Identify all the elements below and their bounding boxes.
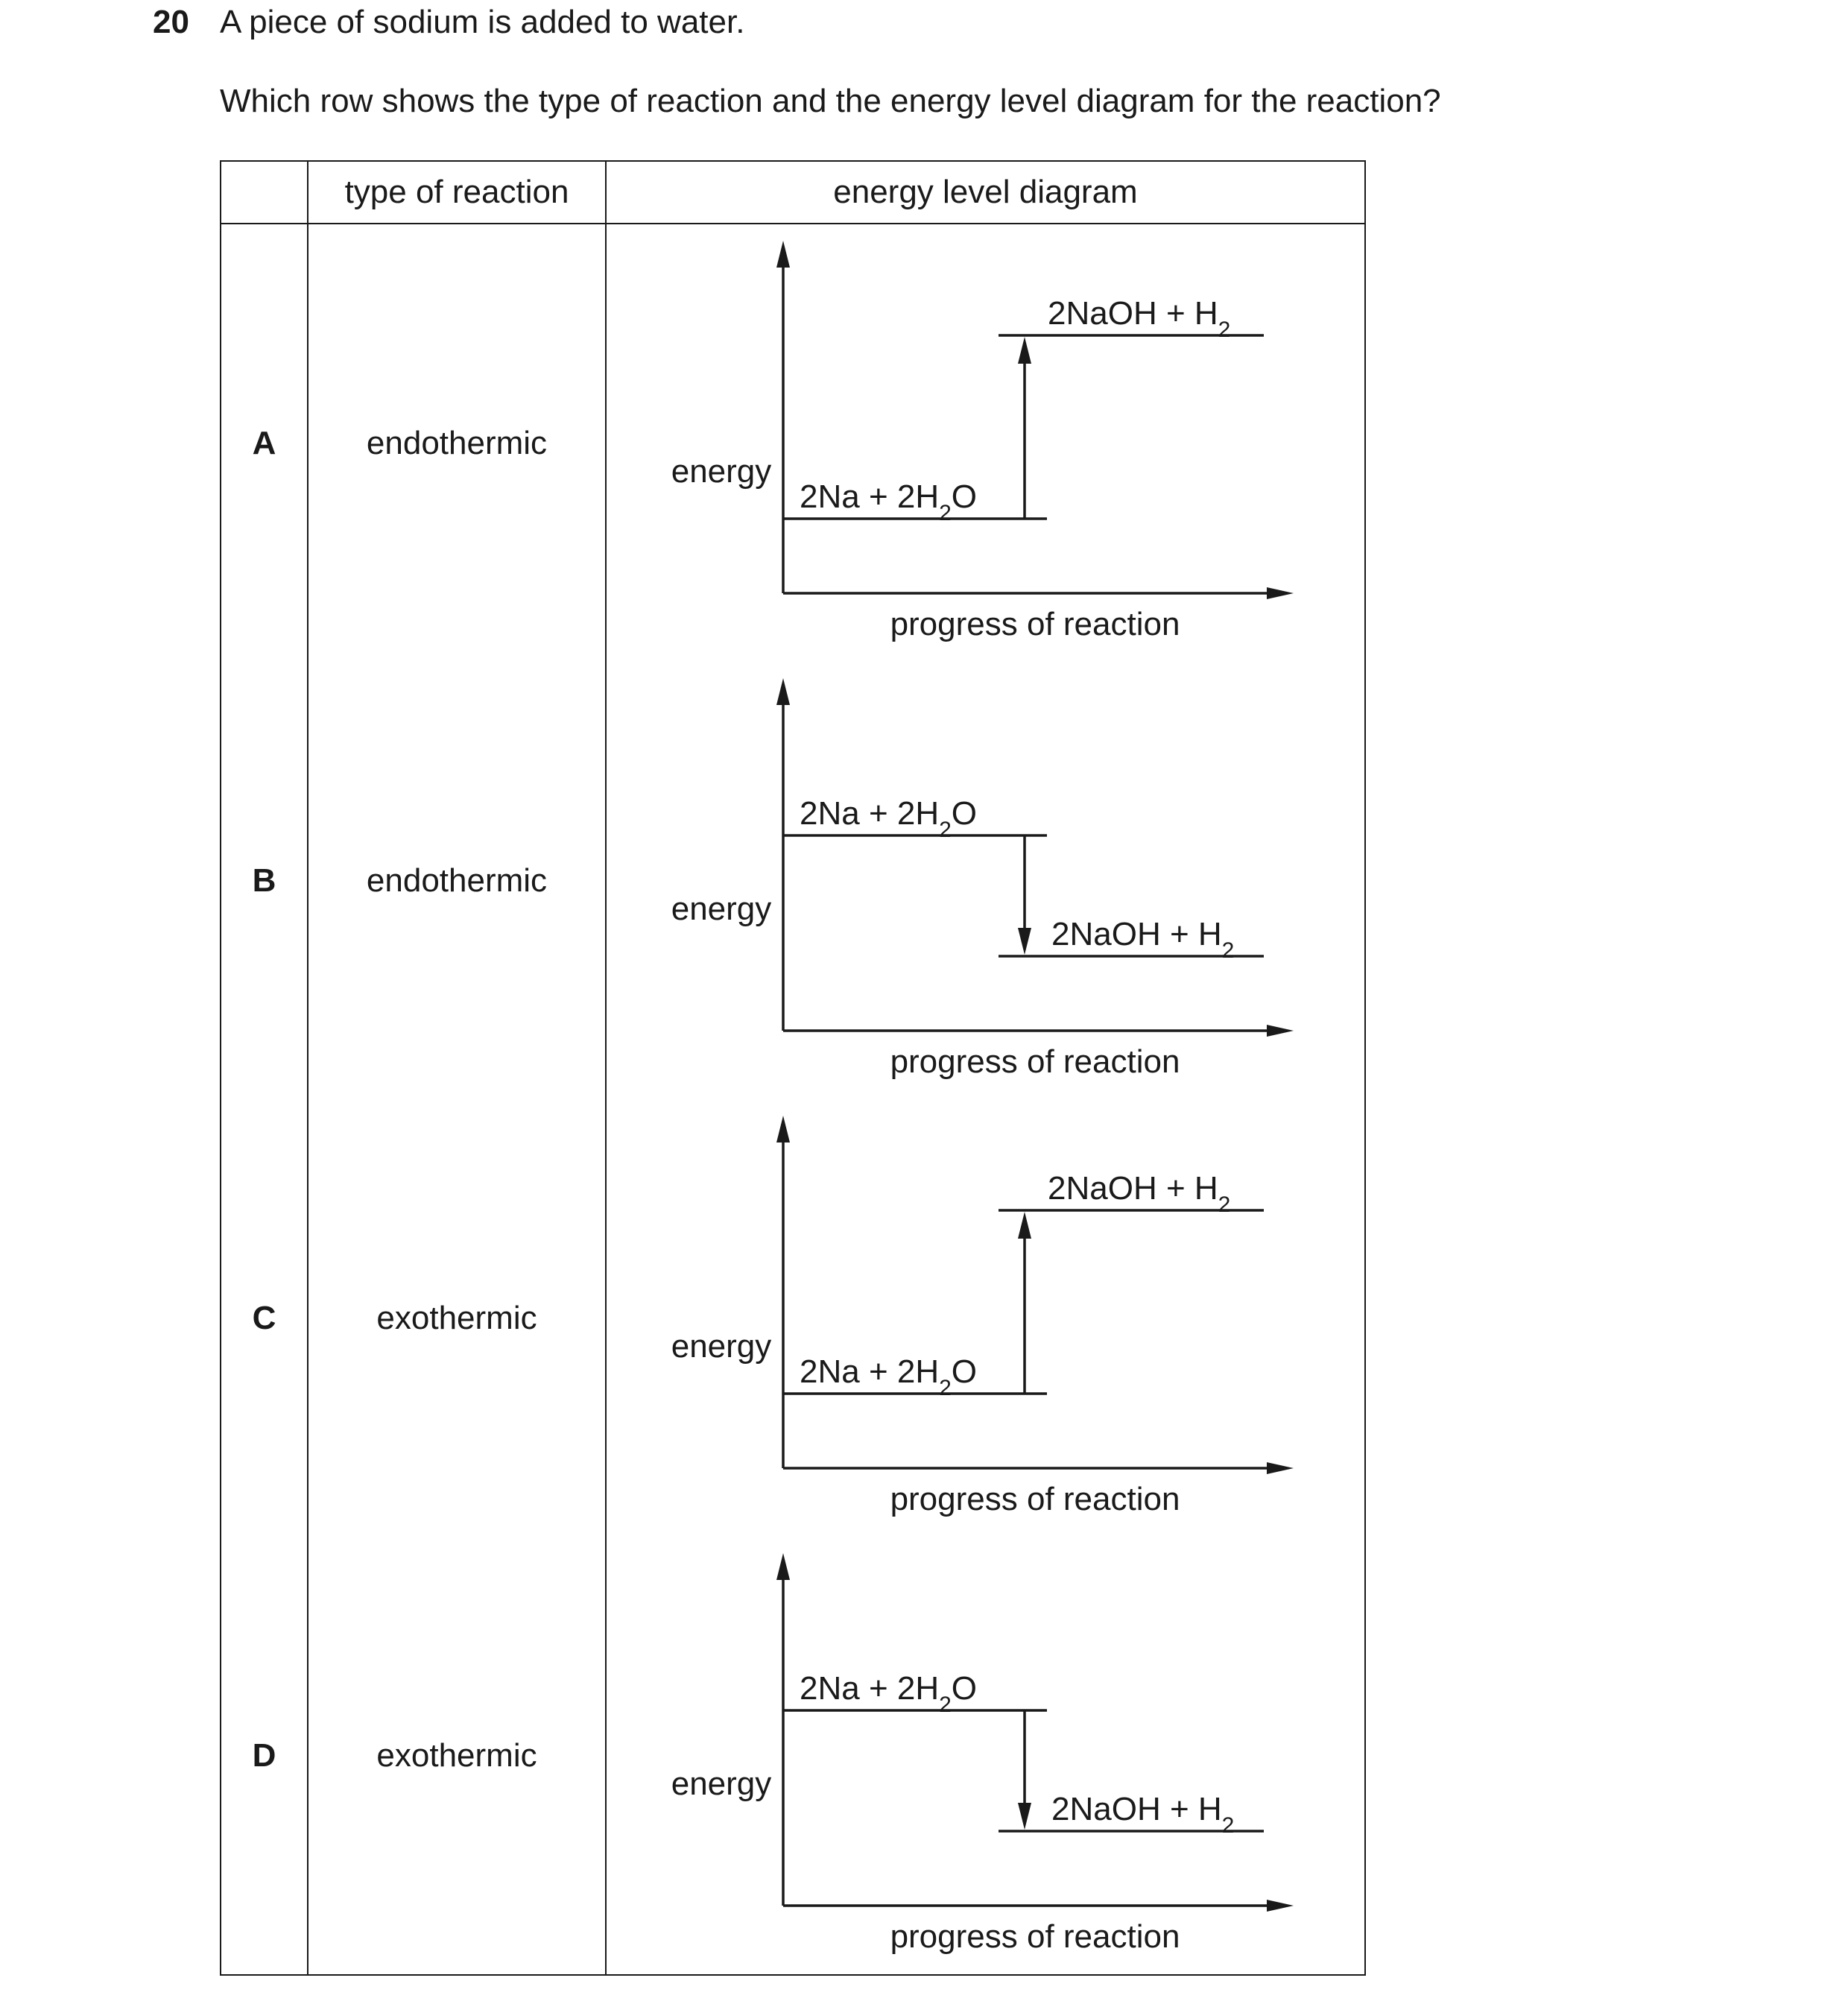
option-reaction-type: exothermic [308,1099,606,1537]
products-label: 2NaOH + $H_2$ [1051,1791,1235,1838]
question-prompt: Which row shows the type of reaction and the energy level diagram for the reaction? [220,83,1441,119]
x-axis-label: progress of reaction [890,1918,1180,1955]
reactants-label: $2Na + 2H_2O$ [800,478,978,525]
option-reaction-type: endothermic [308,662,606,1099]
energy-level-diagram-cell [606,1099,1365,1537]
option-row-a [221,224,1365,662]
energy-level-diagram [607,1537,1364,1974]
energy-level-diagram-cell [606,1537,1365,1975]
x-axis-label: progress of reaction [890,1043,1180,1080]
x-axis-arrowhead [1267,1025,1294,1037]
energy-change-arrowhead [1018,1803,1031,1830]
energy-level-diagram-cell [606,224,1365,662]
y-axis-label: energy [671,1328,772,1365]
x-axis-arrowhead [1267,1462,1294,1474]
y-axis-arrowhead [776,678,790,705]
energy-change-arrowhead [1018,928,1031,955]
y-axis-label: energy [671,1766,772,1802]
header-energy-level-diagram: energy level diagram [606,161,1365,224]
header-type-of-reaction: type of reaction [308,161,606,224]
table-header-row [221,161,1365,224]
x-axis-label: progress of reaction [890,606,1180,642]
energy-level-diagram [607,662,1364,1099]
products-label: 2NaOH + $H_2$ [1051,916,1235,963]
option-row-c [221,1099,1365,1537]
energy-change-arrowhead [1018,1212,1031,1239]
options-table [220,160,1366,1976]
reactants-label: $2Na + 2H_2O$ [800,1670,978,1717]
option-reaction-type: exothermic [308,1537,606,1975]
y-axis-arrowhead [776,1553,790,1580]
option-row-b [221,662,1365,1099]
y-axis-label: energy [671,891,772,927]
question-stem: A piece of sodium is added to water. [220,4,745,40]
energy-level-diagram-cell [606,662,1365,1099]
x-axis-arrowhead [1267,1900,1294,1912]
option-row-d [221,1537,1365,1975]
option-letter: A [221,224,308,662]
header-blank [221,161,308,224]
option-letter: C [221,1099,308,1537]
energy-change-arrowhead [1018,337,1031,364]
option-letter: B [221,662,308,1099]
x-axis-arrowhead [1267,587,1294,599]
reactants-label: $2Na + 2H_2O$ [800,795,978,842]
reactants-label: $2Na + 2H_2O$ [800,1353,978,1400]
y-axis-arrowhead [776,241,790,268]
option-letter: D [221,1537,308,1975]
energy-level-diagram [607,1099,1364,1537]
y-axis-label: energy [671,453,772,490]
x-axis-label: progress of reaction [890,1481,1180,1517]
question-number: 20 [153,4,189,40]
energy-level-diagram [607,224,1364,662]
products-label: 2NaOH + $H_2$ [1048,295,1231,342]
products-label: 2NaOH + $H_2$ [1048,1170,1231,1217]
option-reaction-type: endothermic [308,224,606,662]
y-axis-arrowhead [776,1116,790,1142]
